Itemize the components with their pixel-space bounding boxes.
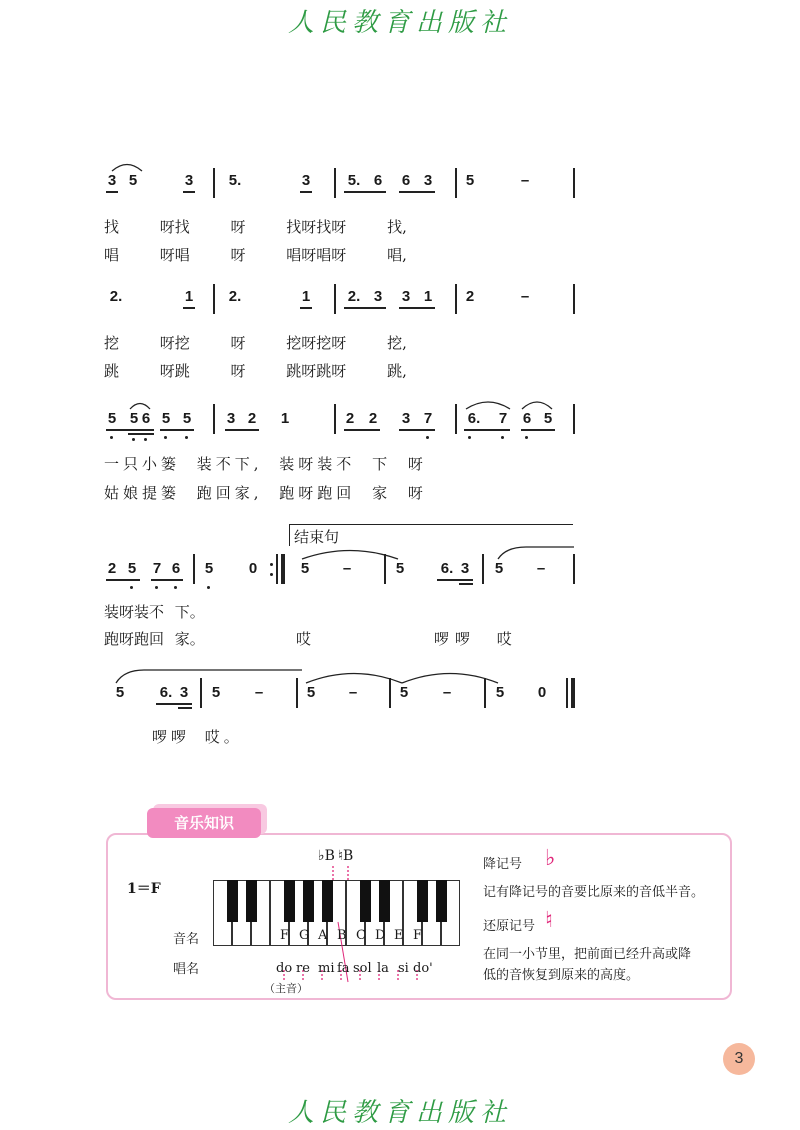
note: 5 (300, 560, 310, 577)
note: 3 (226, 410, 236, 427)
lyrics-word: 哎 (296, 630, 312, 648)
solfege: do (276, 961, 293, 976)
note: 5 (129, 410, 139, 427)
note: 2 (345, 410, 355, 427)
lyrics-line: 唱 呀唱 呀 唱呀唱呀 唱, (104, 246, 407, 264)
tonic-label: （主音） (264, 982, 308, 995)
note: 1 (184, 288, 194, 305)
note: 3 (301, 172, 311, 189)
note: 3 (373, 288, 383, 305)
note: 5 (128, 172, 138, 189)
note: 1 (280, 410, 290, 427)
note: 3 (460, 560, 470, 577)
note: 6 (171, 560, 181, 577)
lyrics-line: 找 呀找 呀 找呀找呀 找, (104, 218, 407, 236)
solfege: do' (413, 961, 433, 976)
note: 0 (248, 560, 258, 577)
note: 2. (347, 288, 361, 305)
note: 5 (161, 410, 171, 427)
note-name: B (337, 928, 347, 943)
note: 3 (401, 288, 411, 305)
note: 2 (247, 410, 257, 427)
note: 3 (107, 172, 117, 189)
note: 3 (184, 172, 194, 189)
solfege: mi (318, 961, 335, 976)
music-knowledge-tag: 音乐知识 (147, 808, 261, 838)
note: 5 (494, 560, 504, 577)
note-name: F (413, 928, 423, 943)
natural-desc: 低的音恢复到原来的高度。 (483, 968, 640, 983)
note: 6. (467, 410, 481, 427)
lyrics-line: 跑呀跑回 家。 (104, 630, 205, 648)
note: 2 (107, 560, 117, 577)
note: – (520, 288, 530, 305)
note: 7 (498, 410, 508, 427)
solfege: sol (353, 961, 372, 976)
note: 5 (182, 410, 192, 427)
row-label-sing: 唱名 (173, 962, 200, 977)
note: 5 (465, 172, 475, 189)
natural-icon: ♮ (545, 908, 553, 933)
note: 6. (440, 560, 454, 577)
note: 1 (423, 288, 433, 305)
note: 5 (204, 560, 214, 577)
publisher-footer: 人民教育出版社 (287, 1098, 512, 1128)
note-name: G (299, 928, 310, 943)
note: 6 (522, 410, 532, 427)
note: 7 (152, 560, 162, 577)
note: – (520, 172, 530, 189)
lyrics-word: 啰啰 哎 (434, 630, 518, 648)
lyrics-line: 跳 呀跳 呀 跳呀跳呀 跳, (104, 362, 407, 380)
note: 3 (179, 684, 189, 701)
flat-icon: ♭ (545, 846, 556, 871)
note: 6 (401, 172, 411, 189)
note: – (342, 560, 352, 577)
lyrics-line: 啰啰 哎。 (152, 728, 243, 746)
note: 5 (495, 684, 505, 701)
publisher-header: 人民教育出版社 (287, 8, 512, 38)
note-name: F (280, 928, 290, 943)
note: 5 (211, 684, 221, 701)
note: 5 (399, 684, 409, 701)
note-name: E (394, 928, 404, 943)
note-name: D (375, 928, 386, 943)
note-name: C (356, 928, 366, 943)
note: 5 (127, 560, 137, 577)
note: 5 (306, 684, 316, 701)
note: 6 (373, 172, 383, 189)
note: 0 (537, 684, 547, 701)
solfege: fa (337, 961, 350, 976)
note: 3 (401, 410, 411, 427)
note: 5. (347, 172, 361, 189)
solfege: si (398, 961, 409, 976)
note: 5 (115, 684, 125, 701)
solfege: re (296, 961, 310, 976)
slur (110, 160, 144, 172)
key-signature: 1＝F (127, 881, 161, 897)
flat-b-label: ♭B (318, 848, 335, 864)
natural-b-label: ♮B (338, 848, 354, 864)
lyrics-line: 挖 呀挖 呀 挖呀挖呀 挖, (104, 334, 407, 352)
note: 7 (423, 410, 433, 427)
lyrics-line: 装呀装不 下。 (104, 603, 205, 621)
lyrics-line: 一只小篓 装不下, 装呀装不 下 呀 (104, 455, 427, 473)
note: 2 (368, 410, 378, 427)
page-number: 3 (723, 1043, 755, 1075)
note: 2. (109, 288, 123, 305)
flat-desc: 记有降记号的音要比原来的音低半音。 (483, 885, 705, 900)
note: – (348, 684, 358, 701)
note: 3 (423, 172, 433, 189)
note: 6. (159, 684, 173, 701)
row-label-name: 音名 (173, 932, 200, 947)
note: 2 (465, 288, 475, 305)
note: 1 (301, 288, 311, 305)
solfege: la (377, 961, 389, 976)
note: – (254, 684, 264, 701)
note: – (536, 560, 546, 577)
volta-label: 结束句 (294, 528, 340, 546)
note: 6 (141, 410, 151, 427)
note: – (442, 684, 452, 701)
note: 5 (395, 560, 405, 577)
lyrics-line: 姑娘提篓 跑回家, 跑呀跑回 家 呀 (104, 484, 427, 502)
natural-desc: 在同一小节里，把前面已经升高或降 (483, 947, 692, 962)
flat-title: 降记号 (483, 857, 523, 872)
keyboard-guides (200, 862, 470, 997)
natural-title: 还原记号 (483, 919, 536, 934)
note: 5. (228, 172, 242, 189)
note: 2. (228, 288, 242, 305)
note-name: A (318, 928, 328, 943)
note: 5 (107, 410, 117, 427)
note: 5 (543, 410, 553, 427)
